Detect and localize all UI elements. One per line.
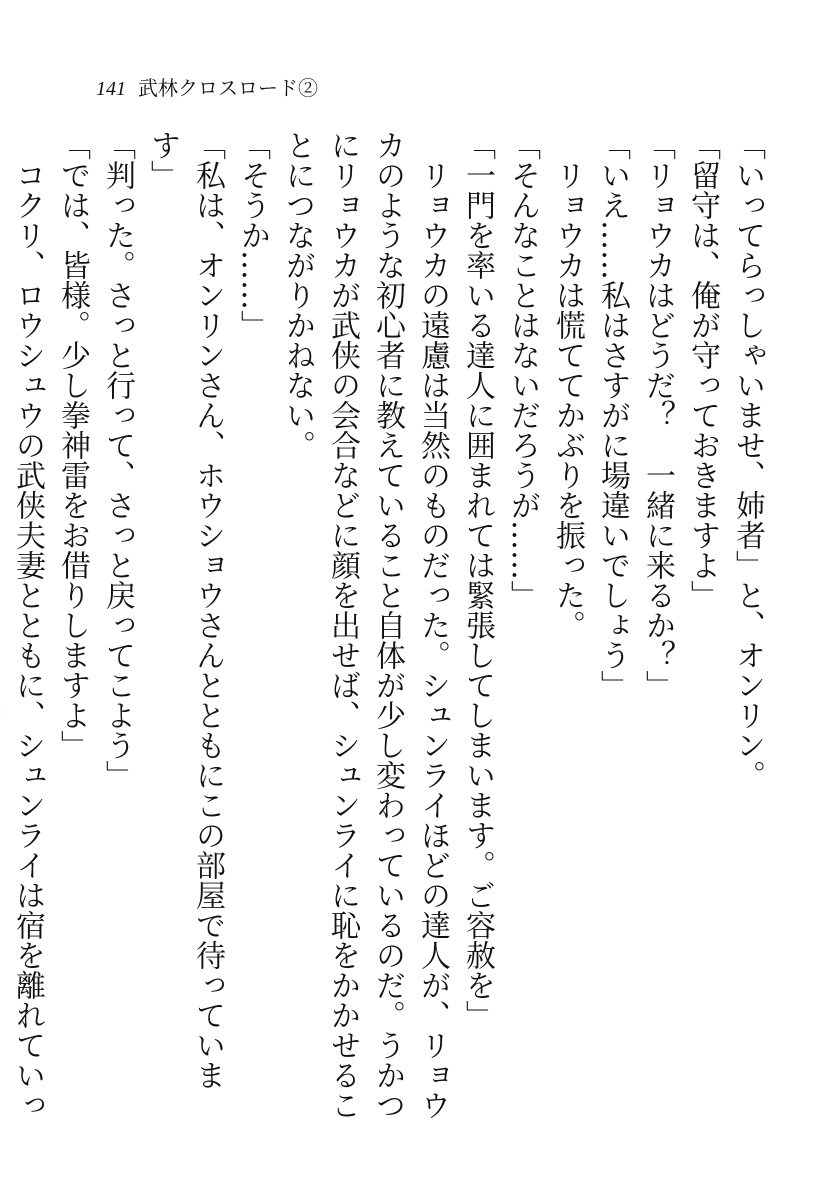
paragraph: 「そうか……」 bbox=[235, 130, 270, 340]
paragraph: 「そんなことはないだろうが……」 bbox=[505, 130, 540, 610]
paragraph: 「判った。さっと行って、さっと戻ってこよう」 bbox=[100, 130, 135, 790]
paragraph: コクリ、ロウシュウの武侠夫妻とともに、シュンライは宿を離れていっ bbox=[10, 160, 45, 1120]
running-title: 武林クロスロード② bbox=[138, 76, 318, 100]
paragraph: 「一門を率いる達人に囲まれては緊張してしまいます。ご容赦を」 bbox=[460, 130, 495, 1030]
paragraph: リョウカの遠慮は当然のものだった。シュンライほどの達人が、リョウカのような初心者に教えていること自体が少し変わっているのだ。うかつにリョウカが武侠の会合などに顔を出せば、シュンライに恥をかかせることにつながりかねない。 bbox=[280, 130, 450, 1120]
paragraph: 「留守は、俺が守っておきますよ」 bbox=[685, 130, 720, 610]
paragraph: 「では、皆様。少し拳神雷をお借りしますよ」 bbox=[55, 130, 90, 760]
running-header bbox=[96, 74, 318, 103]
vertical-body-text bbox=[0, 130, 770, 1130]
paragraph: 「リョウカはどうだ？ 一緒に来るか？」 bbox=[640, 130, 675, 700]
paragraph: 「いってらっしゃいませ、姉者」と、オンリン。 bbox=[730, 130, 765, 790]
paragraph: 「私は、オンリンさん、ホウショウさんとともにこの部屋で待っています」 bbox=[145, 130, 225, 1090]
paragraph: リョウカは慌ててかぶりを振った。 bbox=[550, 160, 585, 640]
paragraph: 「いえ……私はさすがに場違いでしょう」 bbox=[595, 130, 630, 700]
page-number: 141 bbox=[96, 78, 126, 100]
